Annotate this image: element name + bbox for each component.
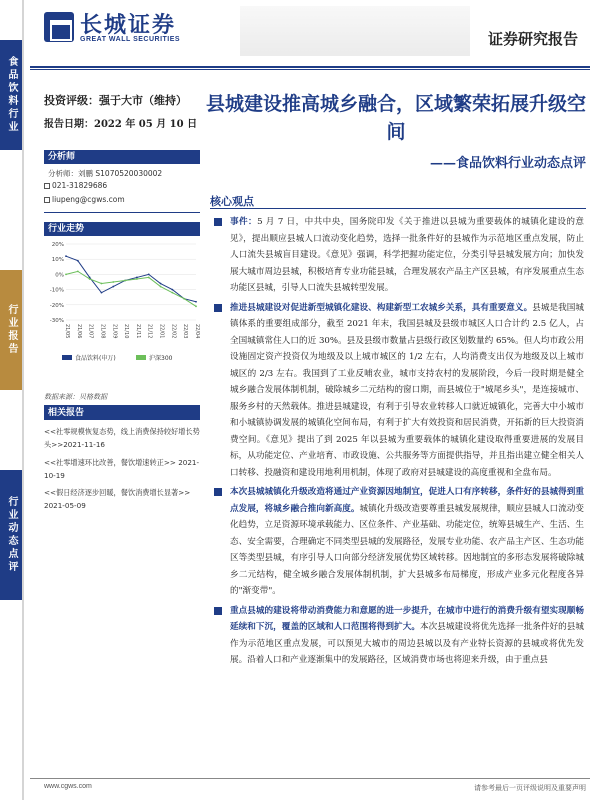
page-header	[30, 0, 590, 70]
report-subtitle: ——食品饮料行业动态点评	[429, 156, 586, 171]
sidebar-divider	[22, 0, 24, 800]
paragraph-lead: 推进县城建设对促进新型城镇化建设、构建新型工农城乡关系，具有重要意义。	[230, 302, 533, 313]
data-point	[65, 274, 67, 276]
phone-icon	[44, 183, 50, 189]
legend-swatch	[136, 355, 146, 360]
report-date: 报告日期：2022 年 05 月 10 日	[44, 119, 198, 130]
sidebar-tab-report	[0, 270, 22, 390]
x-tick-label: 21/12	[146, 324, 153, 339]
analyst-phone: 021-31829686	[52, 181, 108, 190]
body-paragraph	[212, 300, 584, 482]
sidebar-tab-label: 食品饮料行业	[6, 56, 17, 134]
x-tick-label: 21/05	[64, 324, 70, 339]
x-tick-label: 22/04	[194, 324, 200, 339]
logo-english-text: GREAT WALL SECURITIES	[80, 36, 181, 43]
investment-rating: 投资评级：强于大市（维持）	[44, 94, 187, 107]
paragraph-lead: 重点县城的建设将带动消费能力和意愿的进一步提升，在城市中进行的消费升级有望实现顺畅延续和下沉，覆盖的区域和人口范围将得到扩大。	[230, 605, 584, 632]
data-point	[195, 301, 197, 303]
report-body	[212, 214, 584, 672]
related-report-link[interactable]: <<假日经济逐步回暖，餐饮消费增长显著>> 2021-05-09	[44, 488, 191, 510]
data-point	[183, 298, 185, 300]
industry-trend-chart	[44, 238, 200, 378]
square-bullet-icon	[214, 304, 222, 312]
data-point	[89, 278, 91, 280]
report-title: 县城建设推高城乡融合，区域繁荣拓展升级空间	[206, 93, 587, 143]
header-decoration	[240, 6, 470, 56]
data-point	[171, 292, 173, 294]
x-tick-label: 22/02	[170, 324, 177, 339]
data-point	[124, 280, 126, 282]
legend-swatch	[62, 355, 72, 360]
data-point	[101, 292, 103, 294]
square-bullet-icon	[214, 607, 222, 615]
body-paragraph	[212, 214, 584, 297]
y-tick-label: 20%	[51, 242, 64, 248]
footer-website[interactable]: www.cgws.com	[44, 783, 92, 790]
trend-section-head: 行业走势	[44, 222, 200, 236]
x-tick-label: 21/08	[99, 324, 106, 339]
sidebar-tab-label: 行业报告	[6, 304, 17, 356]
x-tick-label: 21/06	[75, 324, 82, 339]
data-point	[160, 286, 162, 288]
series-line	[66, 271, 196, 306]
related-section-head: 相关报告	[44, 406, 200, 420]
analyst-name: 分析师：刘鹏 S1070520030002	[48, 169, 163, 178]
data-point	[77, 260, 79, 262]
data-point	[112, 286, 114, 288]
related-report-link[interactable]: <<社零增速环比改善，餐饮增速转正>> 2021-10-19	[44, 458, 200, 480]
legend-label: 沪深300	[149, 355, 173, 362]
logo-text: 长城证券	[80, 12, 177, 38]
body-paragraph	[212, 484, 584, 600]
data-point	[148, 277, 150, 279]
y-tick-label: 10%	[51, 257, 64, 264]
footer-disclaimer: 请参考最后一页评级说明及重要声明	[474, 784, 586, 792]
analyst-section-head: 分析师	[44, 150, 200, 164]
sidebar-tab-label: 行业动态点评	[6, 496, 17, 574]
data-point	[160, 283, 162, 285]
report-type: 证券研究报告	[487, 30, 578, 48]
x-tick-label: 21/09	[111, 324, 118, 339]
core-view-head: 核心观点	[210, 195, 254, 208]
data-point	[148, 274, 150, 276]
x-tick-label: 22/03	[182, 324, 189, 339]
header-divider	[30, 66, 590, 70]
email-icon	[44, 197, 50, 203]
footer-divider	[30, 778, 590, 779]
x-tick-label: 21/07	[87, 324, 94, 339]
data-point	[65, 255, 67, 257]
square-bullet-icon	[214, 488, 222, 496]
sidebar-tab-industry	[0, 40, 22, 150]
y-tick-label: 0%	[55, 272, 64, 279]
data-point	[171, 289, 173, 291]
analyst-divider	[44, 212, 200, 213]
y-tick-label: -30%	[49, 318, 64, 324]
data-point	[77, 270, 79, 272]
great-wall-logo-icon	[44, 12, 74, 42]
sidebar-tab-commentary	[0, 470, 22, 600]
data-point	[136, 278, 138, 280]
core-view-divider	[210, 208, 586, 209]
y-tick-label: -20%	[49, 302, 64, 309]
paragraph-text: 本次县城建设将优先选择一批条件好的县城作为示范地区重点发展，可以预见大城市的周边县城以及有产业特长资源的县城或将优先发展。沿着人口和产业逐渐集中的发展路径，区域消费市场也将迎来升级，由于重点县	[230, 622, 584, 665]
related-report-link[interactable]: <<社零规模恢复态势，线上消费保持较好增长势头>>2021-11-16	[44, 427, 200, 449]
paragraph-lead: 事件：	[230, 217, 258, 227]
analyst-email[interactable]: liupeng@cgws.com	[52, 195, 125, 204]
body-paragraph	[212, 603, 584, 669]
paragraph-text: 县城是我国城镇体系的重要组成部分，截至 2021 年末，我国县城及县级市城区人口合计约 2.5 亿人，占全国城镇常住人口的近 30%。县及县级市数量占县级行政区划数量约 65%。但人均市政公用设施固定资产投资仅为地级及以上城市城区的 1/2 左右，人均消费支出仅为地级及以上城市城区的 2/3 左右。我国到了工业反哺农业，城市支持农村的发展阶段，今后一段时期是健全城乡融合发展体制机制，破除城乡二元结构的窗口期，而县城位于"城尾乡头"，是连接城市、服务乡村的天然载体。推进县城建设，有利于引导农业转移人口就近城镇化，完善大中小城市和小城镇协调发展的城镇化空间布局，有利于扩大有效投资和居民消费，开拓新的巨大投资消费空间。《意见》提出了到 2025 年以县城为重要载体的城镇化建设取得重要进展的发展目标，从功能定位、产业培育、市政设施、公共服务等方面提供指导，并且指出建立健全相关人口转移、投融资和建设用地利用机制，体现了政府对县城建设的高度重视和全盘布局。	[230, 302, 584, 478]
legend-label: 食品饮料(申万)	[75, 355, 116, 362]
paragraph-text: 5 月 7 日，中共中央，国务院印发《关于推进以县城为重要载体的城镇化建设的意见》，提出顺应县城人口流动变化趋势，选择一批条件好的县城作为示范地区重点发展，防止人口流失县城盲目建设。《意见》强调，科学把握功能定位，分类引导县城发展方向；加快发展大城市周边县城，积极培育专业功能县城，合理发展农产品主产区县城，有序发展重点生态功能区县城，引导人口流失县城转型发展。	[230, 217, 584, 293]
paragraph-lead: 本次县城城镇化升级改造将通过产业资源因地制宜，促进人口有序转移，条件好的县城得到重点发展，将城乡融合推向新高度。	[230, 487, 584, 514]
square-bullet-icon	[214, 218, 222, 226]
data-source: 数据来源：贝格数据	[44, 393, 107, 401]
x-tick-label: 22/01	[158, 324, 165, 339]
x-tick-label: 21/10	[123, 324, 130, 339]
y-tick-label: -10%	[49, 287, 64, 294]
paragraph-text: 城镇化升级改造要尊重县城发展规律，顺应县城人口流动变化趋势，立足资源环境承载能力、区位条件、产业基础、功能定位，统筹县城生产、生活、生态、安全需要，合理确定不同类型县城的发展路径，发展专业功能、农产品主产区、生态功能区等类型县城，有序引导人口向部分经济发展优势区域转移。因地制宜的多形态发展将破除城乡二元结构，健全城乡融合发展体制机制，扩大县城多布局梯度，形成产业多元化程度各异的"渐变带"。	[230, 503, 584, 596]
data-point	[101, 283, 103, 285]
data-point	[195, 305, 197, 307]
data-point	[112, 281, 114, 283]
trend-chart-svg	[44, 238, 200, 378]
x-tick-label: 21/11	[134, 324, 141, 339]
